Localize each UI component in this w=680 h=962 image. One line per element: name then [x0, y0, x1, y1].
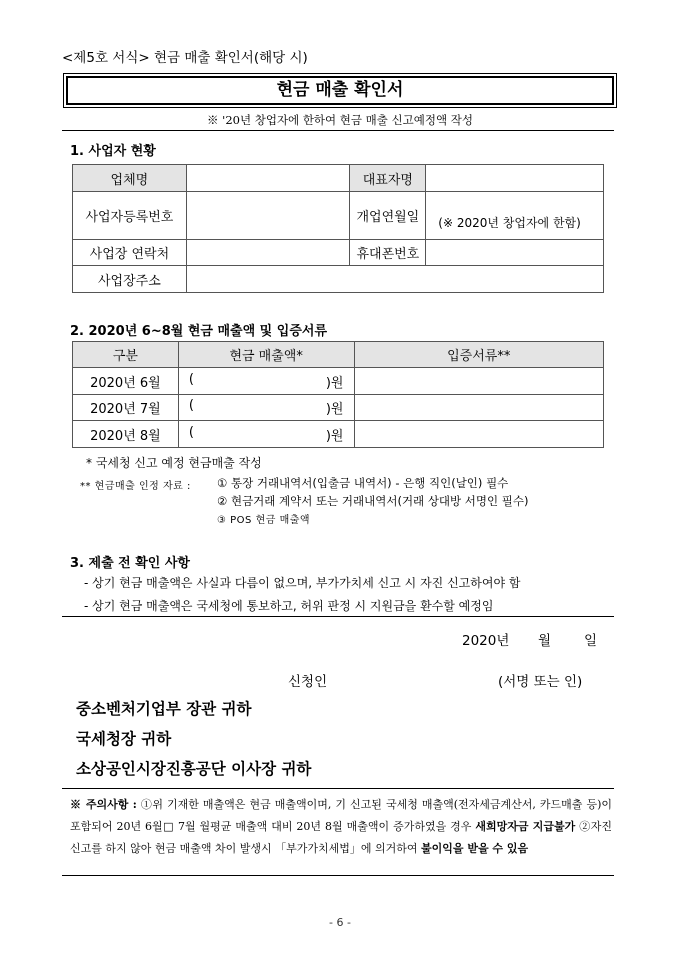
evidence-field-june[interactable] [354, 368, 604, 395]
caution-bold-2: 불이익을 받을 수 있음 [421, 842, 529, 855]
evidence-footnote-prefix: ** 현금매출 인정 자료 : [80, 481, 191, 492]
representative-field[interactable] [426, 165, 604, 192]
signature-note: (서명 또는 인) [498, 674, 583, 690]
amount-open-paren: ( [188, 371, 194, 387]
form-label: <제5호 서식> 현금 매출 확인서(해당 시) [62, 50, 308, 66]
business-address-field[interactable] [186, 266, 603, 293]
sign-year: 2020년 [462, 633, 510, 649]
section3-title: 3. 제출 전 확인 사항 [70, 556, 190, 571]
page-number: - 6 - [329, 916, 351, 929]
amount-unit: )원 [325, 375, 344, 391]
sign-day: 일 [584, 633, 598, 649]
opening-date-note: (※ 2020년 창업자에 한함) [438, 216, 581, 230]
opening-date-field[interactable] [426, 192, 604, 240]
col-header-cash-sales: 현금 매출액* [178, 342, 354, 368]
evidence-field-august[interactable] [354, 421, 604, 448]
caution-text-2: ②자진 신고를 하지 않아 현금 매출액 차이 발생시 「부가가치세법」에 의거하여 [70, 820, 612, 855]
divider [62, 788, 614, 789]
section1-title: 1. 사업자 현황 [70, 144, 156, 159]
opening-date-label: 개업연월일 [350, 192, 426, 240]
evidence-item-2: ② 현금거래 계약서 또는 거래내역서(거래 상대방 서명인 필수) [217, 494, 529, 508]
caution-label: ※ 주의사항 : [70, 798, 137, 811]
month-label-august: 2020년 8월 [73, 421, 179, 448]
col-header-evidence: 입증서류** [354, 342, 604, 368]
company-name-field[interactable] [186, 165, 350, 192]
caution-note [70, 794, 612, 860]
mobile-phone-field[interactable] [426, 240, 604, 266]
addressee-sme-ministry: 중소벤처기업부 장관 귀하 [76, 700, 252, 718]
business-phone-label: 사업장 연락처 [73, 240, 187, 266]
confirmation-item-2: - 상기 현금 매출액은 국세청에 통보하고, 허위 판정 시 지원금을 환수할 예정임 [84, 599, 494, 613]
section2-title: 2. 2020년 6~8월 현금 매출액 및 입증서류 [70, 324, 328, 339]
business-reg-number-field[interactable] [186, 192, 350, 240]
mobile-phone-label: 휴대폰번호 [350, 240, 426, 266]
addressee-semas: 소상공인시장진흥공단 이사장 귀하 [76, 760, 312, 778]
caution-text-1: ①위 기재한 매출액은 현금 매출액이며, 기 신고된 국세청 매출액(전자세금계산서, 카드매출 등)이 포함되어 20년 6월□ 7월 월평균 매출액 대비 20년 8월 매출액이 증가하였을 경우 [70, 798, 612, 833]
divider [62, 616, 614, 617]
evidence-field-july[interactable] [354, 395, 604, 421]
cash-sales-field-august[interactable] [178, 421, 354, 448]
applicant-label: 신청인 [288, 674, 328, 690]
document-title: 현금 매출 확인서 [66, 76, 614, 105]
business-phone-field[interactable] [186, 240, 350, 266]
cash-sales-footnote: * 국세청 신고 예정 현금매출 작성 [86, 456, 262, 470]
company-name-label: 업체명 [73, 165, 187, 192]
business-reg-number-label: 사업자등록번호 [73, 192, 187, 240]
evidence-item-1: ① 통장 거래내역서(입출금 내역서) - 은행 직인(날인) 필수 [217, 476, 509, 490]
cash-sales-field-july[interactable] [178, 395, 354, 421]
amount-unit: )원 [325, 428, 344, 444]
amount-open-paren: ( [188, 424, 194, 440]
confirmation-item-1: - 상기 현금 매출액은 사실과 다름이 없으며, 부가가치세 신고 시 자진 신고하여야 함 [84, 576, 521, 590]
sign-month: 월 [538, 633, 552, 649]
caution-bold-1: 새희망자금 지급불가 [475, 820, 576, 833]
business-info-table [72, 164, 604, 293]
amount-unit: )원 [325, 402, 344, 417]
addressee-nts: 국세청장 귀하 [76, 730, 172, 748]
representative-label: 대표자명 [350, 165, 426, 192]
business-address-label: 사업장주소 [73, 266, 187, 293]
amount-open-paren: ( [188, 398, 194, 413]
cash-sales-table [72, 341, 604, 448]
cash-sales-field-june[interactable] [178, 368, 354, 395]
evidence-item-3: ③ POS 현금 매출액 [217, 515, 311, 526]
col-header-category: 구분 [73, 342, 179, 368]
title-note: ※ '20년 창업자에 한하여 현금 매출 신고예정액 작성 [207, 113, 473, 127]
month-label-july: 2020년 7월 [73, 395, 179, 421]
month-label-june: 2020년 6월 [73, 368, 179, 395]
